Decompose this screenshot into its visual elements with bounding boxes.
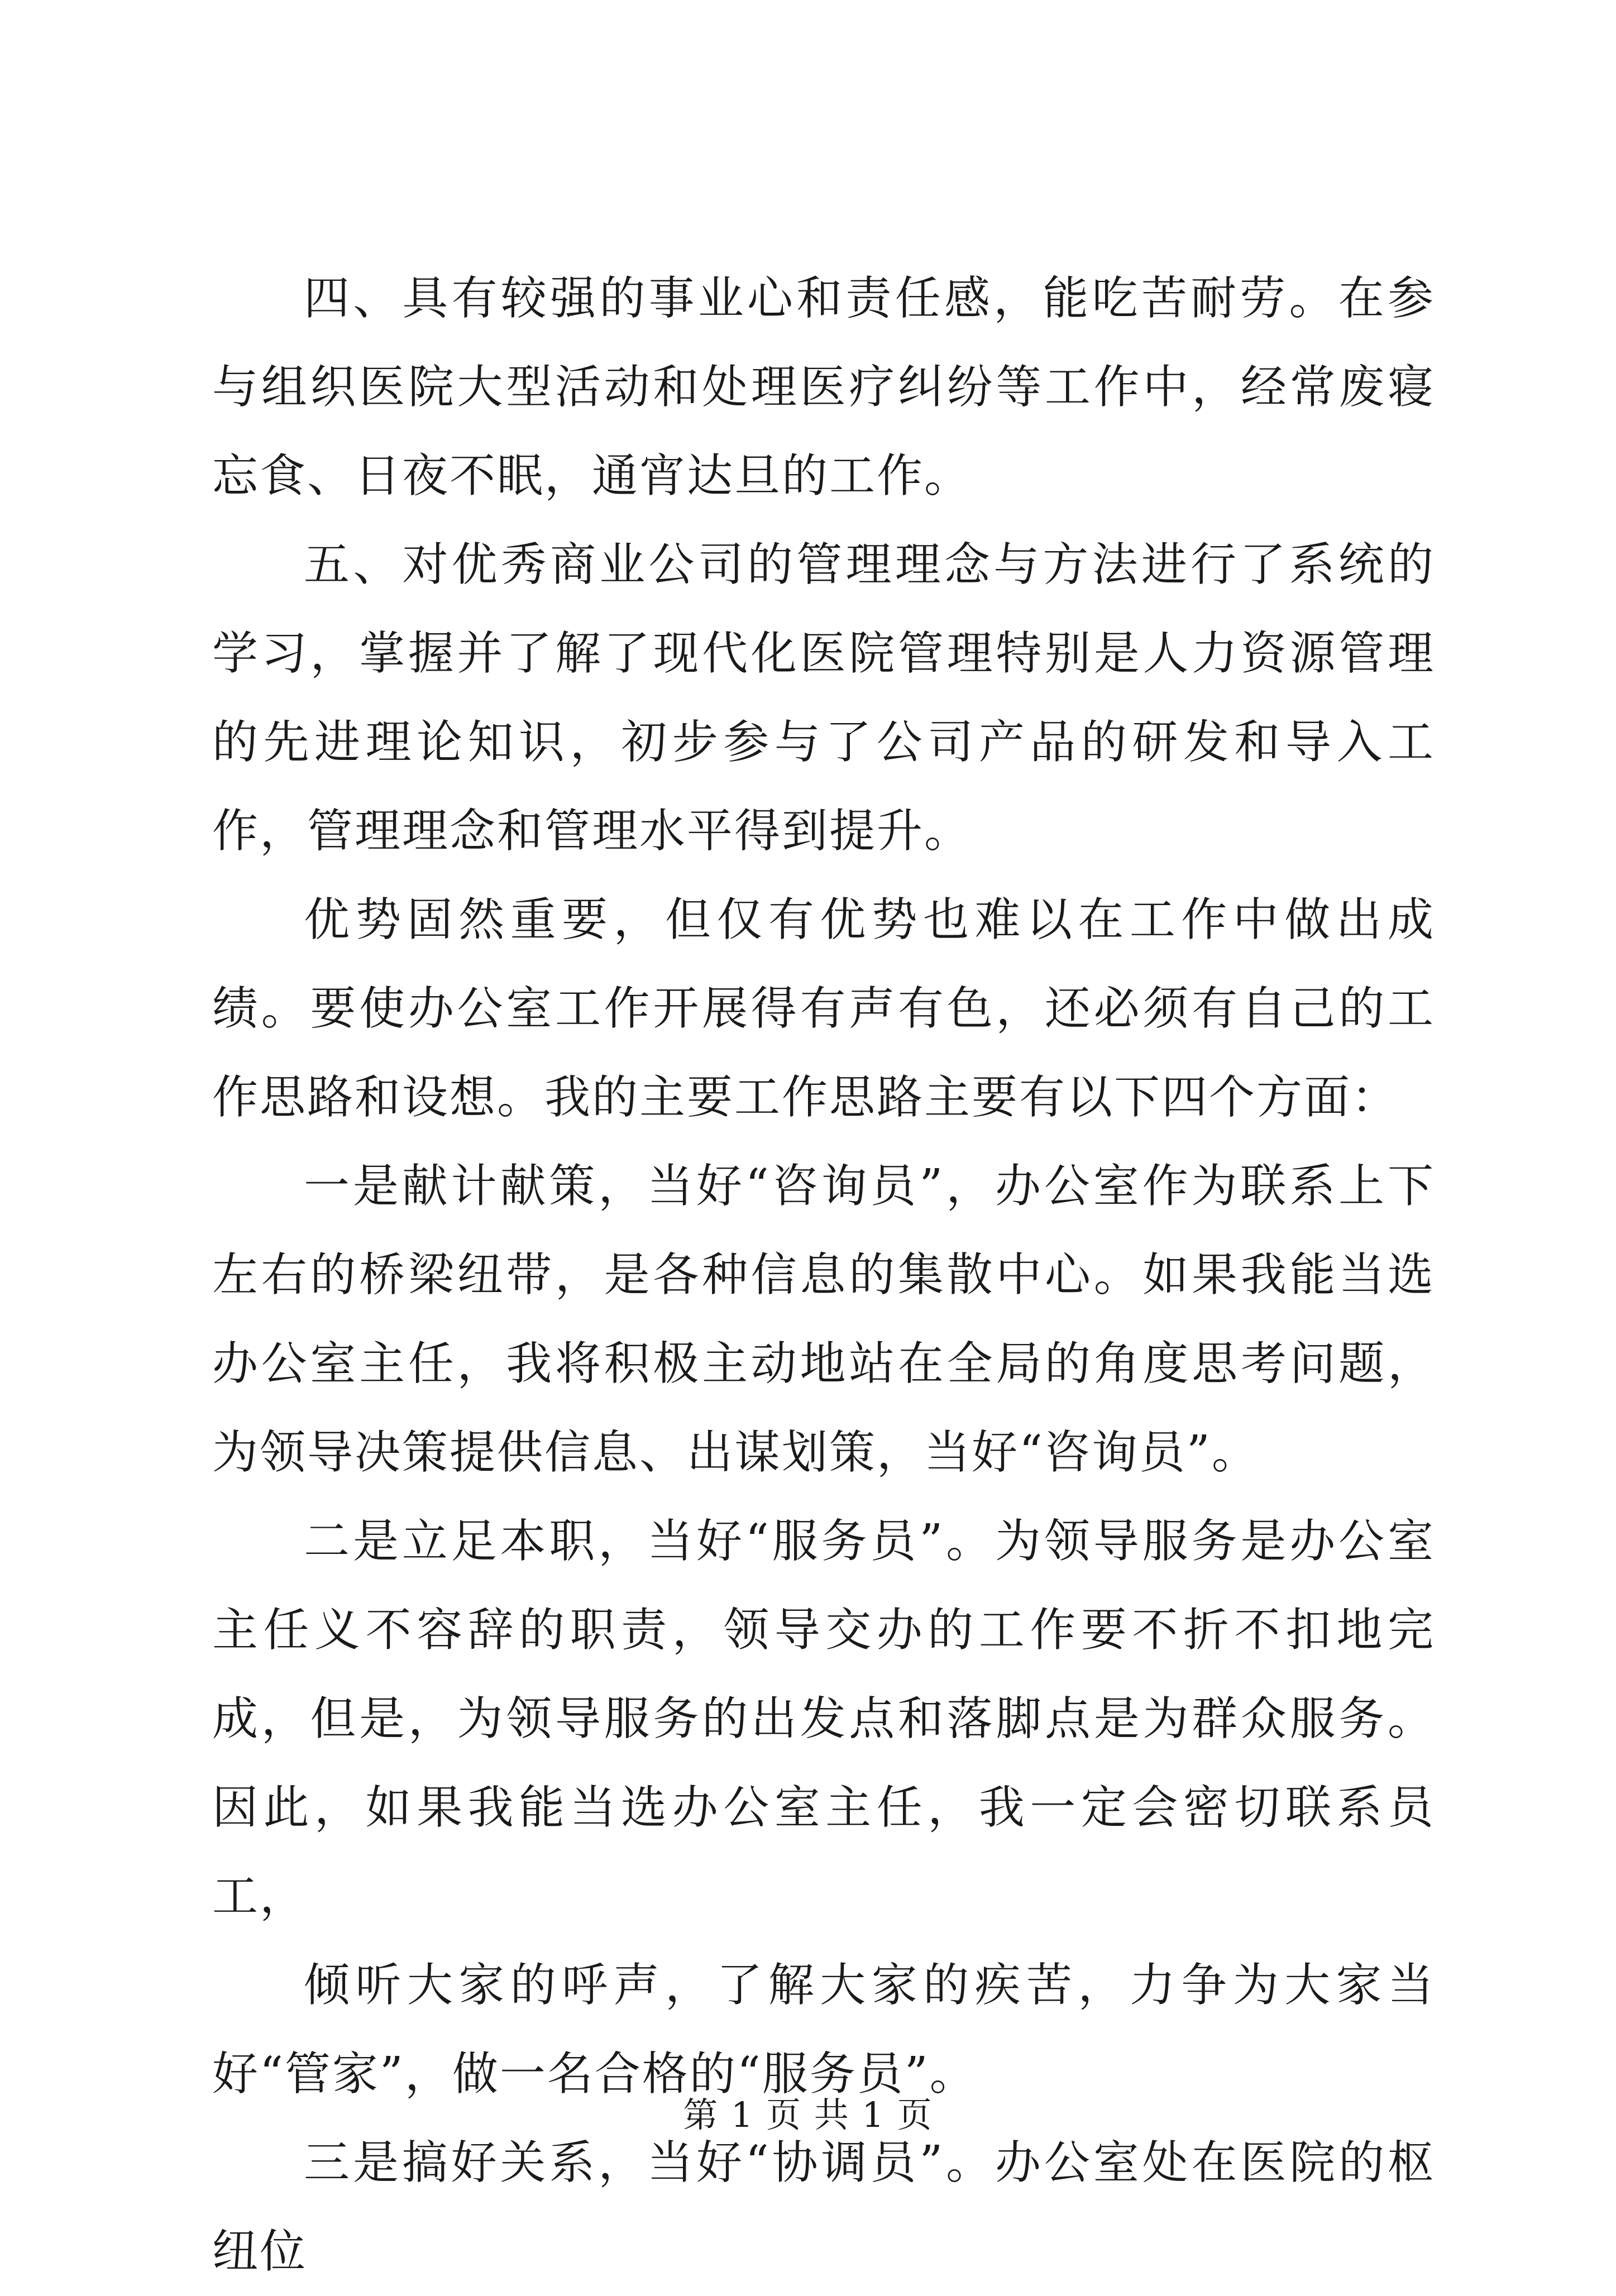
page-number-label: 第 1 页 共 1 页 [683, 2094, 933, 2135]
page-footer [0, 2093, 1616, 2137]
paragraph-service-continued: 倾听大家的呼声，了解大家的疾苦，力争为大家当好“管家”，做一名合格的“服务员”。 [212, 1959, 1435, 2101]
paragraph-4-dedication: 四、具有较强的事业心和责任感，能吃苦耐劳。在参与组织医院大型活动和处理医疗纠纷等工作中，经常废寝忘食、日夜不眠，通宵达旦的工作。 [212, 272, 1435, 503]
paragraph-consultant: 一是献计献策，当好“咨询员”，办公室作为联系上下左右的桥梁纽带，是各种信息的集散中心。如果我能当选办公室主任，我将积极主动地站在全局的角度思考问题，为领导决策提供信息、出谋划策，当好“咨询员”。 [212, 1160, 1435, 1479]
document-body [212, 254, 1435, 2296]
paragraph-5-management-study: 五、对优秀商业公司的管理理念与方法进行了系统的学习，掌握并了解了现代化医院管理特别是人力资源管理的先进理论知识，初步参与了公司产品的研发和导入工作，管理理念和管理水平得到提升。 [212, 538, 1435, 858]
paragraph-coordinator: 三是搞好关系，当好“协调员”。办公室处在医院的枢纽位 [212, 2136, 1435, 2278]
paragraph-service: 二是立足本职，当好“服务员”。为领导服务是办公室主任义不容辞的职责，领导交办的工作要不折不扣地完成，但是，为领导服务的出发点和落脚点是为群众服务。因此，如果我能当选办公室主任，我一定会密切联系员工， [212, 1515, 1435, 1923]
paragraph-advantages-intro: 优势固然重要，但仅有优势也难以在工作中做出成绩。要使办公室工作开展得有声有色，还必须有自己的工作思路和设想。我的主要工作思路主要有以下四个方面： [212, 893, 1435, 1124]
